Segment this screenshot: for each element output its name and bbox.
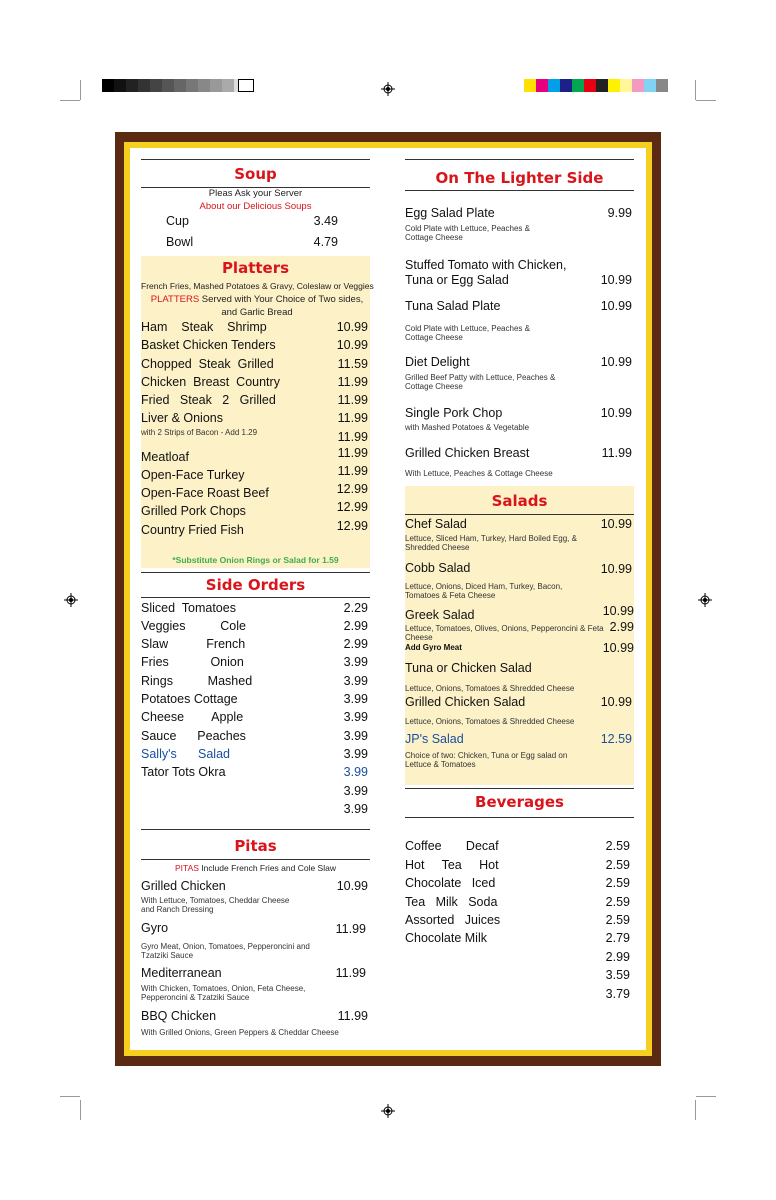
soup-cup-price: 3.49 [313,214,338,228]
beverage-price: 2.79 [605,931,630,945]
lighter-price: 10.99 [600,355,632,369]
pita-price: 11.99 [335,922,366,936]
beverage-item: Tea Milk Soda [405,895,498,909]
salad-item: Tuna or Chicken Salad [405,661,532,675]
platter-price: 11.99 [337,393,368,407]
salad-desc: Lettuce, Onions, Tomatoes & Shredded Cheese [405,684,575,693]
side-price: 3.99 [343,802,368,816]
platter-price: 11.99 [337,446,368,460]
pita-item: BBQ Chicken [141,1009,217,1023]
soup-bowl: Bowl [166,235,194,249]
platter-item: Chicken Breast Country [141,375,280,389]
platter-price: 11.99 [337,375,368,389]
lighter-price: 10.99 [600,406,632,420]
registration-mark-icon [381,82,395,96]
side-item: Veggies Cole [141,619,246,633]
side-orders-title: Side Orders [205,576,306,594]
side-price: 3.99 [343,674,368,688]
side-item: Sauce Peaches [141,729,246,743]
lighter-title: On The Lighter Side [435,169,604,187]
platter-price: 11.99 [337,430,368,444]
platter-price: 10.99 [336,320,368,334]
salad-price-jp: 12.59 [600,732,632,746]
pita-item: Mediterranean [141,966,222,980]
pita-item: Grilled Chicken [141,879,226,893]
platters-note-red: PLATTERS [150,294,200,305]
pitas-note [141,863,370,873]
pita-price: 11.99 [337,1009,368,1023]
beverage-item: Hot Tea Hot [405,858,499,872]
lighter-item: Diet Delight [405,355,470,369]
beverage-item: Chocolate Iced [405,876,496,890]
side-price: 3.99 [343,710,368,724]
registration-mark-icon [698,593,712,607]
platters-note-rest: Served with Your Choice of Two sides, [199,294,364,305]
side-price: 3.99 [343,729,368,743]
side-item: Slaw French [141,637,246,651]
platter-item: Ham Steak Shrimp [141,320,267,334]
platters-title: Platters [221,259,290,277]
side-price: 2.99 [343,619,368,633]
beverage-price: 2.59 [605,858,630,872]
beverage-item: Assorted Juices [405,913,501,927]
pitas-title: Pitas [234,837,277,855]
beverage-price: 2.99 [605,950,630,964]
pita-desc: With Chicken, Tomatoes, Onion, Feta Cheese, Pepperoncini & Tzatziki Sauce [141,984,306,1002]
pitas-note-red: PITAS [175,863,199,873]
side-item: Potatoes Cottage [141,692,238,706]
platter-price: 12.99 [336,519,368,533]
salad-desc: Lettuce, Onions, Tomatoes & Shredded Cheese [405,717,575,726]
beverage-item: Coffee Decaf [405,839,499,853]
salad-desc: Lettuce, Sliced Ham, Turkey, Hard Boiled Egg, & Shredded Cheese [405,534,577,552]
side-price: 2.99 [343,637,368,651]
platter-price: 11.99 [337,464,368,478]
platters-note-sides: French Fries, Mashed Potatoes & Gravy, Coleslaw or Veggies [141,281,374,291]
lighter-item: Egg Salad Plate [405,206,495,220]
salad-item: Chef Salad [405,517,467,531]
platter-item: Open-Face Turkey [141,468,245,482]
soup-note: Pleas Ask your Server [208,188,303,199]
platter-price: 10.99 [336,338,368,352]
platter-item: Basket Chicken Tenders [141,338,276,352]
lighter-desc: With Lettuce, Peaches & Cottage Cheese [405,469,553,478]
side-item: Fries Onion [141,655,244,669]
platter-item: Grilled Pork Chops [141,504,246,518]
salad-desc: Lettuce, Tomatoes, Olives, Onions, Pepperoncini & Feta Cheese [405,624,604,642]
salads-title: Salads [491,492,548,510]
platter-price: 12.99 [336,482,368,496]
salad-price: 10.99 [602,641,634,655]
beverage-item: Chocolate Milk [405,931,487,945]
pita-desc: With Grilled Onions, Green Peppers & Cheddar Cheese [141,1028,339,1037]
pita-desc: Gyro Meat, Onion, Tomatoes, Pepperoncini and Tzatziki Sauce [141,942,310,960]
platter-price: 11.59 [337,357,368,371]
soup-title: Soup [234,165,277,183]
registration-mark-icon [64,593,78,607]
platter-price: 12.99 [336,500,368,514]
lighter-item: Tuna Salad Plate [405,299,501,313]
platter-liver-desc: with 2 Strips of Bacon - Add 1.29 [141,428,258,437]
pita-price: 10.99 [336,879,368,893]
beverage-price: 2.59 [605,913,630,927]
pita-price: 11.99 [335,966,366,980]
lighter-price: 10.99 [600,299,632,313]
pitas-note-rest: Include French Fries and Cole Slaw [198,863,336,873]
side-price: 2.29 [343,601,368,615]
lighter-item: Single Pork Chop [405,406,503,420]
salad-price: 10.99 [600,517,632,531]
beverage-price: 2.59 [605,895,630,909]
salad-price: 2.99 [609,620,634,634]
salad-item: Cobb Salad [405,561,471,575]
platter-item: Meatloaf [141,450,189,464]
beverages-title: Beverages [475,793,564,811]
beverage-price: 2.59 [605,839,630,853]
platter-item: Liver & Onions [141,411,223,425]
salad-price: 10.99 [600,695,632,709]
platters-note-served [141,294,373,305]
lighter-item: Stuffed Tomato with Chicken, [405,258,567,272]
salad-price: 10.99 [600,562,632,576]
lighter-desc: Grilled Beef Patty with Lettuce, Peaches & Cottage Cheese [405,373,556,391]
lighter-price: 11.99 [601,446,632,460]
beverage-price: 3.59 [605,968,630,982]
side-item: Cheese Apple [141,710,244,724]
side-price: 3.99 [343,765,368,779]
salad-desc: Lettuce, Onions, Diced Ham, Turkey, Bacon, Tomatoes & Feta Cheese [405,582,563,600]
soup-note-red: About our Delicious Soups [199,201,312,212]
side-item-sallys: Sally's [141,747,177,761]
salad-item: Grilled Chicken Salad [405,695,526,709]
platters-note-bread: and Garlic Bread [221,307,293,318]
salad-add-gyro: Add Gyro Meat [405,643,462,652]
pita-item: Gyro [141,921,169,935]
lighter-desc: with Mashed Potatoes & Vegetable [405,423,530,432]
salad-price: 10.99 [602,604,634,618]
lighter-desc: Cold Plate with Lettuce, Peaches & Cottage Cheese [405,224,530,242]
side-price: 3.99 [343,692,368,706]
side-item-salad: Salad [198,747,230,761]
salad-item: Greek Salad [405,608,475,622]
lighter-item-line2: Tuna or Egg Salad [405,273,509,287]
side-item: Sliced Tomatoes [141,601,236,615]
side-price: 3.99 [343,784,368,798]
soup-bowl-price: 4.79 [313,235,338,249]
platters-substitute: *Substitute Onion Rings or Salad for 1.59 [172,555,339,565]
lighter-desc: Cold Plate with Lettuce, Peaches & Cottage Cheese [405,324,530,342]
beverage-price: 3.79 [605,987,630,1001]
salad-item-jp: JP's Salad [405,732,464,746]
registration-mark-icon [381,1104,395,1118]
lighter-price: 10.99 [600,273,632,287]
lighter-item: Grilled Chicken Breast [405,446,530,460]
platter-item: Fried Steak 2 Grilled [141,393,276,407]
platter-item: Open-Face Roast Beef [141,486,269,500]
side-price: 3.99 [343,655,368,669]
salad-desc: Choice of two: Chicken, Tuna or Egg salad on Lettuce & Tomatoes [405,751,568,769]
soup-cup: Cup [166,214,189,228]
side-item: Tator Tots Okra [141,765,226,779]
beverage-price: 2.59 [605,876,630,890]
side-item: Rings Mashed [141,674,253,688]
side-price: 3.99 [343,747,368,761]
platter-item: Chopped Steak Grilled [141,357,274,371]
platter-price: 11.99 [337,411,368,425]
lighter-price: 9.99 [607,206,632,220]
platter-item: Country Fried Fish [141,523,244,537]
pita-desc: With Lettuce, Tomatoes, Cheddar Cheese and Ranch Dressing [141,896,290,914]
